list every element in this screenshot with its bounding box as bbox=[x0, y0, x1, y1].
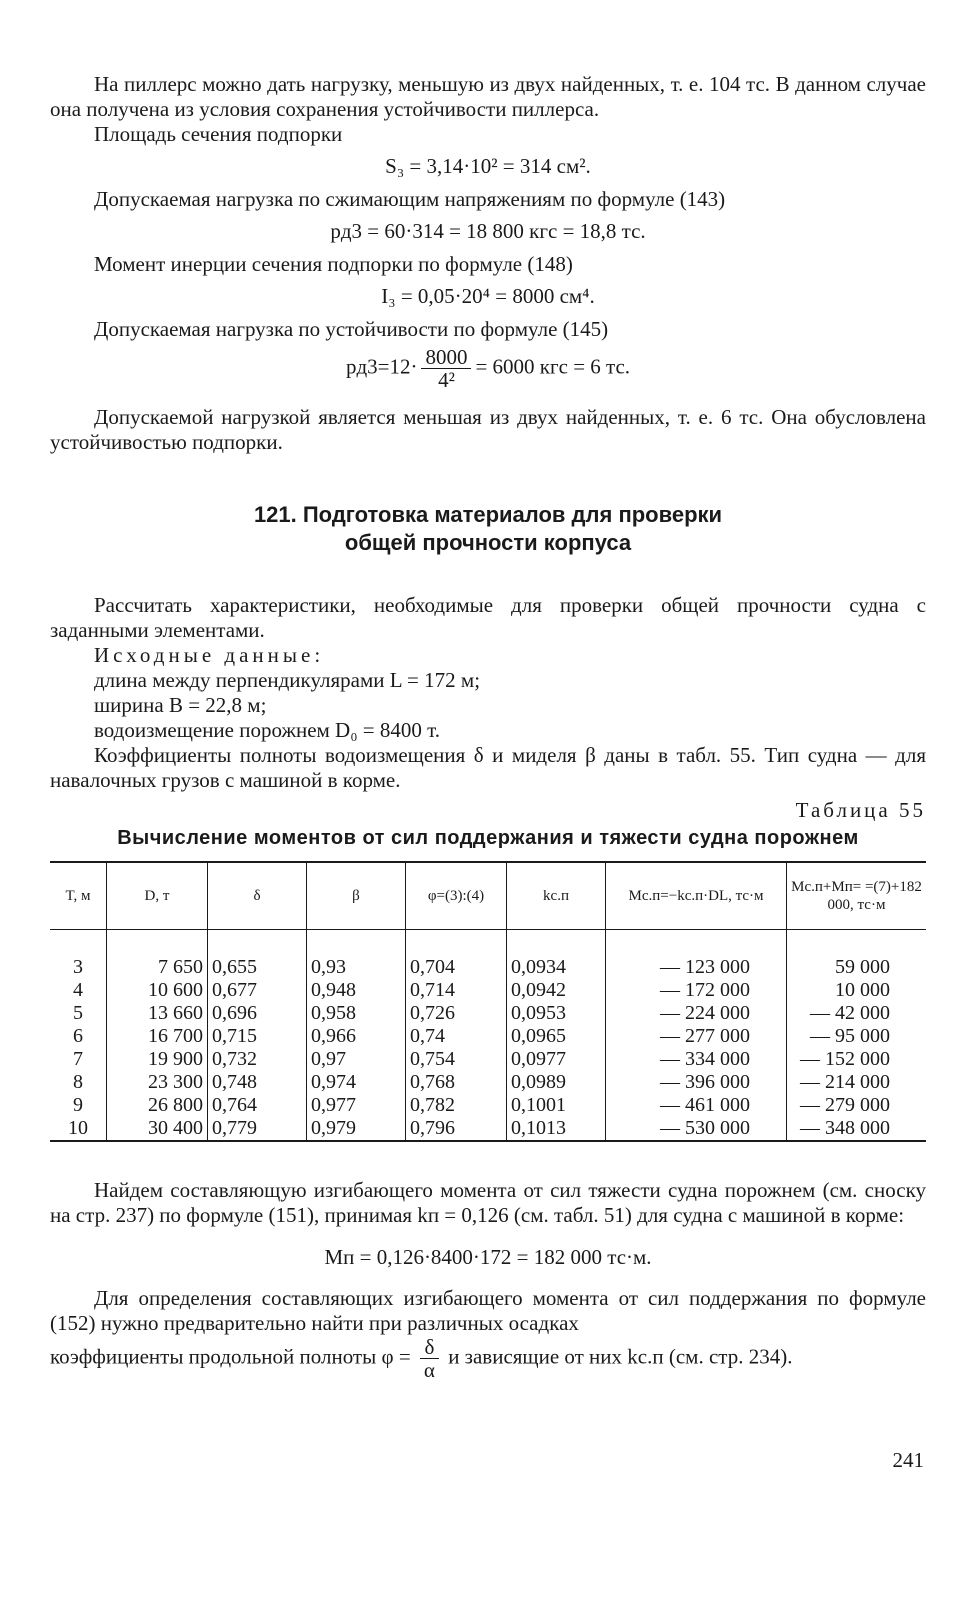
cell-beta: 0,977 bbox=[307, 1094, 406, 1117]
given-displacement: водоизмещение порожнем D₀ = 8400 т. bbox=[94, 718, 440, 742]
header-delta: δ bbox=[208, 862, 307, 930]
cell-displacement: 13 660 bbox=[107, 1002, 208, 1025]
cell-phi: 0,782 bbox=[406, 1094, 507, 1117]
cell-delta: 0,677 bbox=[208, 979, 307, 1002]
formula-compressive-load: pд3 = 60·314 = 18 800 кгс = 18,8 тс. bbox=[330, 219, 646, 243]
cell-moment-support: — 530 000 bbox=[606, 1117, 787, 1141]
paragraph-coefficients: Коэффициенты полноты водоизмещения δ и миделя β даны в табл. 55. Тип судна — для навалочных грузов с машиной в корме. bbox=[50, 743, 926, 792]
cell-moment-support: — 396 000 bbox=[606, 1071, 787, 1094]
table-header-row bbox=[50, 862, 926, 930]
cell-moment-support: — 334 000 bbox=[606, 1048, 787, 1071]
phi-definition-left: коэффициенты продольной полноты φ = bbox=[50, 1344, 411, 1369]
cell-beta: 0,948 bbox=[307, 979, 406, 1002]
header-beta: β bbox=[307, 862, 406, 930]
phi-fraction-denominator: α bbox=[423, 1358, 435, 1382]
section-heading bbox=[50, 501, 926, 557]
cell-moment-support: — 224 000 bbox=[606, 1002, 787, 1025]
cell-phi: 0,714 bbox=[406, 979, 507, 1002]
paragraph-support-moment: Для определения составляющих изгибающего момента от сил поддержания по формуле (152) нужно предварительно найти при различных осадках bbox=[50, 1286, 926, 1335]
cell-k: 0,1001 bbox=[507, 1094, 606, 1117]
paragraph-compressive-load: Допускаемая нагрузка по сжимающим напряжениям по формуле (143) bbox=[94, 187, 726, 211]
cell-phi: 0,796 bbox=[406, 1117, 507, 1141]
paragraph-conclusion: Допускаемой нагрузкой является меньшая из двух найденных, т. е. 6 тс. Она обусловлена устойчивостью подпорки. bbox=[50, 405, 926, 454]
document-page bbox=[50, 72, 926, 1381]
cell-phi: 0,704 bbox=[406, 930, 507, 980]
cell-beta: 0,958 bbox=[307, 1002, 406, 1025]
cell-delta: 0,655 bbox=[208, 930, 307, 980]
formula-stability-load bbox=[50, 346, 926, 391]
table-label: Таблица 55 bbox=[795, 798, 926, 822]
paragraph-moment-inertia: Момент инерции сечения подпорки по формуле (148) bbox=[94, 252, 573, 276]
cell-moment-sum: — 42 000 bbox=[787, 1002, 927, 1025]
table-row bbox=[50, 1048, 926, 1071]
table-row bbox=[50, 979, 926, 1002]
cell-moment-sum: — 279 000 bbox=[787, 1094, 927, 1117]
cell-displacement: 10 600 bbox=[107, 979, 208, 1002]
cell-delta: 0,779 bbox=[208, 1117, 307, 1141]
cell-phi: 0,74 bbox=[406, 1025, 507, 1048]
cell-draft: 4 bbox=[73, 979, 83, 1001]
cell-k: 0,0934 bbox=[507, 930, 606, 980]
table-title: Вычисление моментов от сил поддержания и тяжести судна порожнем bbox=[117, 827, 859, 849]
paragraph-stability-load: Допускаемая нагрузка по устойчивости по формуле (145) bbox=[94, 317, 609, 341]
formula-area: S₃ = 3,14·10² = 314 см². bbox=[385, 154, 591, 178]
paragraph-pillar-load: На пиллерс можно дать нагрузку, меньшую из двух найденных, т. е. 104 тс. В данном случае она получена из условия сохранения устойчивости пиллерса. bbox=[50, 72, 926, 121]
cell-moment-sum: — 95 000 bbox=[787, 1025, 927, 1048]
header-displacement: D, т bbox=[107, 862, 208, 930]
cell-moment-sum: — 152 000 bbox=[787, 1048, 927, 1071]
cell-moment-sum: — 348 000 bbox=[787, 1117, 927, 1141]
phi-fraction bbox=[420, 1336, 439, 1381]
given-width: ширина B = 22,8 м; bbox=[94, 693, 267, 717]
cell-delta: 0,696 bbox=[208, 1002, 307, 1025]
cell-draft: 6 bbox=[73, 1025, 83, 1047]
section-heading-line2: общей прочности корпуса bbox=[344, 530, 632, 555]
cell-delta: 0,748 bbox=[208, 1071, 307, 1094]
table-row bbox=[50, 1117, 926, 1141]
cell-displacement: 26 800 bbox=[107, 1094, 208, 1117]
section-heading-line1: 121. Подготовка материалов для проверки bbox=[253, 502, 723, 527]
cell-delta: 0,732 bbox=[208, 1048, 307, 1071]
fraction-denominator: 4² bbox=[438, 368, 455, 392]
cell-beta: 0,93 bbox=[307, 930, 406, 980]
formula-stability-right: = 6000 кгс = 6 тс. bbox=[475, 354, 631, 379]
header-moment-sum: Mс.п+Mп= =(7)+182 000, тс·м bbox=[787, 862, 927, 930]
cell-phi: 0,768 bbox=[406, 1071, 507, 1094]
cell-displacement: 16 700 bbox=[107, 1025, 208, 1048]
table-body bbox=[50, 930, 926, 1142]
paragraph-light-ship-moment: Найдем составляющую изгибающего момента от сил тяжести судна порожнем (см. сноску на стр. 237) по формуле (151), принимая kп = 0,126 (см. табл. 51) для судна с машиной в корме: bbox=[50, 1178, 926, 1227]
cell-displacement: 23 300 bbox=[107, 1071, 208, 1094]
cell-moment-support: — 277 000 bbox=[606, 1025, 787, 1048]
table-row bbox=[50, 1025, 926, 1048]
cell-k: 0,1013 bbox=[507, 1117, 606, 1141]
cell-moment-support: — 123 000 bbox=[606, 930, 787, 980]
page-number: 241 bbox=[892, 1448, 924, 1472]
cell-beta: 0,966 bbox=[307, 1025, 406, 1048]
cell-beta: 0,979 bbox=[307, 1117, 406, 1141]
header-moment-support: Mс.п=−kс.п·DL, тс·м bbox=[606, 862, 787, 930]
paragraph-phi-definition bbox=[50, 1336, 926, 1381]
table-row bbox=[50, 930, 926, 980]
header-draft: T, м bbox=[50, 862, 107, 930]
cell-k: 0,0965 bbox=[507, 1025, 606, 1048]
table-row bbox=[50, 1002, 926, 1025]
cell-k: 0,0989 bbox=[507, 1071, 606, 1094]
cell-displacement: 7 650 bbox=[107, 930, 208, 980]
cell-k: 0,0942 bbox=[507, 979, 606, 1002]
table-row bbox=[50, 1071, 926, 1094]
cell-delta: 0,715 bbox=[208, 1025, 307, 1048]
cell-beta: 0,97 bbox=[307, 1048, 406, 1071]
formula-stability-left: pд3=12· bbox=[345, 354, 418, 379]
cell-draft: 10 bbox=[50, 1117, 107, 1141]
cell-draft: 3 bbox=[73, 956, 83, 978]
cell-phi: 0,754 bbox=[406, 1048, 507, 1071]
cell-displacement: 30 400 bbox=[107, 1117, 208, 1141]
cell-moment-sum: 59 000 bbox=[787, 930, 927, 980]
cell-delta: 0,764 bbox=[208, 1094, 307, 1117]
cell-phi: 0,726 bbox=[406, 1002, 507, 1025]
cell-k: 0,0953 bbox=[507, 1002, 606, 1025]
moments-table bbox=[50, 861, 926, 1142]
cell-draft: 9 bbox=[73, 1094, 83, 1116]
cell-draft: 7 bbox=[73, 1048, 83, 1070]
table-row bbox=[50, 1094, 926, 1117]
cell-moment-sum: 10 000 bbox=[787, 979, 927, 1002]
paragraph-task: Рассчитать характеристики, необходимые для проверки общей прочности судна с заданными элементами. bbox=[50, 593, 926, 642]
phi-definition-right: и зависящие от них kс.п (см. стр. 234). bbox=[448, 1344, 793, 1369]
fraction-numerator: 8000 bbox=[421, 346, 471, 369]
header-k: kс.п bbox=[507, 862, 606, 930]
formula-moment-inertia: I₃ = 0,05·20⁴ = 8000 см⁴. bbox=[381, 284, 595, 308]
paragraph-section-area: Площадь сечения подпорки bbox=[94, 122, 343, 146]
formula-light-ship-moment: Mп = 0,126·8400·172 = 182 000 тс·м. bbox=[324, 1245, 652, 1269]
cell-displacement: 19 900 bbox=[107, 1048, 208, 1071]
cell-k: 0,0977 bbox=[507, 1048, 606, 1071]
cell-moment-support: — 461 000 bbox=[606, 1094, 787, 1117]
formula-stability-fraction bbox=[421, 346, 471, 391]
phi-fraction-numerator: δ bbox=[420, 1336, 439, 1359]
header-phi: φ=(3):(4) bbox=[406, 862, 507, 930]
cell-draft: 8 bbox=[73, 1071, 83, 1093]
given-data-label: Исходные данные: bbox=[94, 643, 325, 667]
cell-moment-sum: — 214 000 bbox=[787, 1071, 927, 1094]
cell-draft: 5 bbox=[73, 1002, 83, 1024]
cell-moment-support: — 172 000 bbox=[606, 979, 787, 1002]
cell-beta: 0,974 bbox=[307, 1071, 406, 1094]
given-length: длина между перпендикулярами L = 172 м; bbox=[94, 668, 481, 692]
